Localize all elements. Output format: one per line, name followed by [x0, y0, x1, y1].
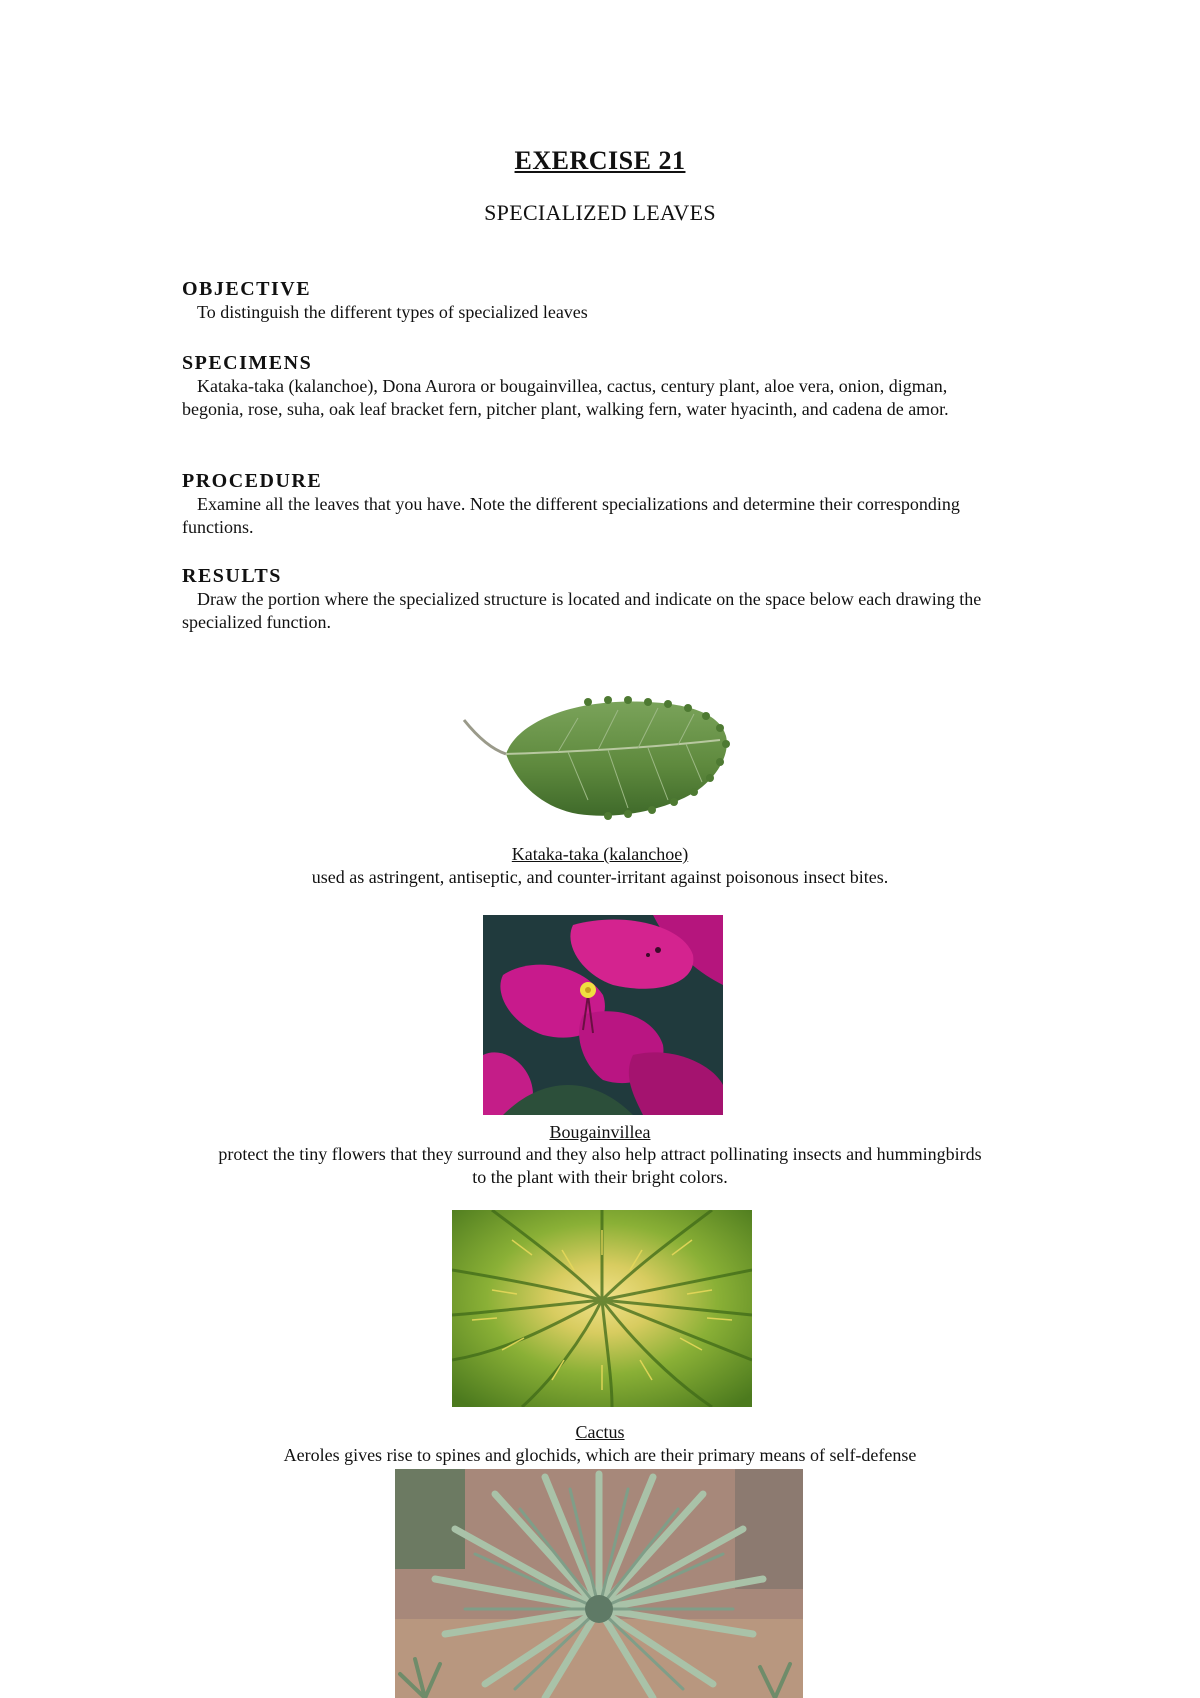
section-text-objective: To distinguish the different types of specialized leaves	[197, 302, 588, 322]
century-plant-image	[395, 1469, 803, 1698]
figure-name-bougainvillea: Bougainvillea	[549, 1122, 651, 1142]
figure-description-bougainvillea: protect the tiny flowers that they surround and they also help attract pollinating insects and hummingbirds to the plant with their bright colors.	[218, 1144, 982, 1187]
section-text-procedure: Examine all the leaves that you have. Note the different specializations and determine their corresponding functions.	[182, 494, 960, 537]
section-objective	[182, 277, 1002, 324]
section-results	[182, 564, 1002, 634]
figure-name-kalanchoe: Kataka-taka (kalanchoe)	[511, 844, 689, 864]
bougainvillea-image	[483, 915, 723, 1115]
page-title: EXERCISE 21	[514, 146, 686, 175]
section-procedure	[182, 469, 1002, 539]
figure-description-kalanchoe: used as astringent, antiseptic, and counter-irritant against poisonous insect bites.	[311, 867, 889, 887]
figure-name-cactus: Cactus	[575, 1422, 625, 1442]
figure-description-cactus: Aeroles gives rise to spines and glochids, which are their primary means of self-defense	[283, 1445, 917, 1465]
section-text-specimens: Kataka-taka (kalanchoe), Dona Aurora or bougainvillea, cactus, century plant, aloe vera, onion, digman, begonia, rose, suha, oak leaf bracket fern, pitcher plant, walking fern, water hyacinth, and cadena de amor.	[182, 376, 949, 419]
section-heading-objective: OBJECTIVE	[182, 278, 312, 300]
section-heading-results: RESULTS	[182, 565, 282, 587]
kalanchoe-leaf-image	[458, 690, 738, 830]
cactus-image	[452, 1210, 752, 1407]
section-text-results: Draw the portion where the specialized structure is located and indicate on the space below each drawing the specialized function.	[182, 589, 982, 632]
section-heading-specimens: SPECIMENS	[182, 352, 313, 374]
page-subtitle: SPECIALIZED LEAVES	[484, 200, 716, 225]
section-specimens	[182, 351, 1002, 421]
section-heading-procedure: PROCEDURE	[182, 470, 323, 492]
